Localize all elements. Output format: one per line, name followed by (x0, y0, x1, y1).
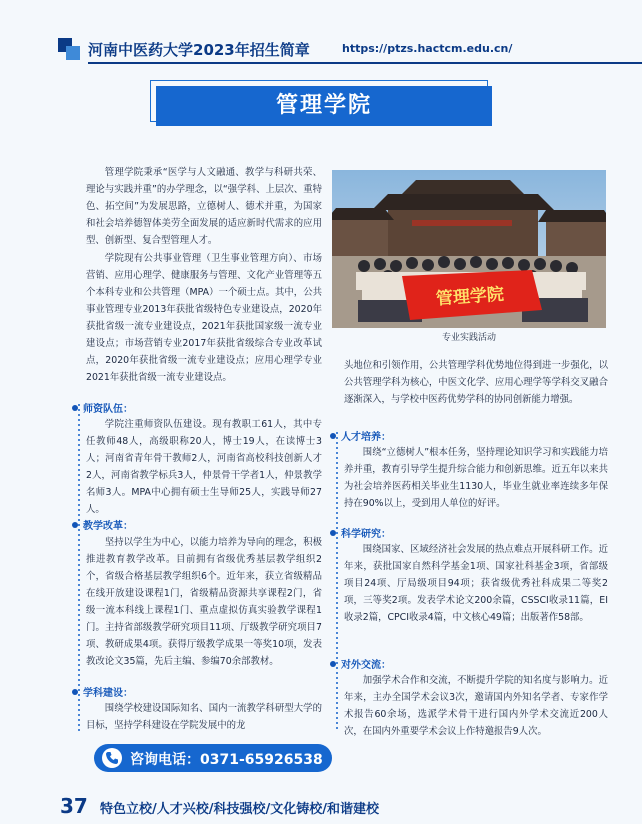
section-discipline-text-left: 围绕学校建设国际知名、国内一流教学科研型大学的目标，坚持学科建设在学院发展中的龙 (86, 703, 322, 731)
header-url[interactable]: https://ptzs.hactcm.edu.cn/ (342, 42, 513, 55)
intro-paragraph-1: 管理学院秉承“医学与人文融通、教学与科研共荣、理论与实践并重”的办学理念，以“强学科、上层次、重特色、拓空间”为发展思路，立德树人、德术并重，为国家和社会培养德智体美劳全面发展的适应新时代需求的应用型、创新型、复合型管理人才。 (86, 167, 322, 246)
section-bullet-icon (72, 689, 78, 695)
section-research-title: 科学研究： (341, 529, 391, 540)
section-faculty-text: 学院注重师资队伍建设。现有教职工61人，其中专任教师48人，高级职称20人，博士19人，在读博士3人；河南省青年骨干教师2人，河南省高校科技创新人才2人，河南省教学标兵3人，仲景骨干学者1人，仲景教学名师3人。MPA中心拥有硕士生导师25人，实践导师27人。 (86, 419, 322, 515)
header-title: 河南中医药大学2023年招生简章 (88, 41, 310, 59)
consult-phone-label: 咨询电话：0371-65926538 (130, 752, 323, 768)
section-bullet-icon (330, 530, 336, 536)
section-bullet-icon (330, 661, 336, 667)
header-logo-icon (58, 38, 80, 60)
section-research-heading (330, 525, 391, 540)
right-column-dots (336, 432, 338, 732)
section-exchange-heading (330, 656, 391, 671)
section-bullet-icon (72, 522, 78, 528)
section-discipline-heading (72, 684, 133, 699)
photo-banner-text: 管理学院 (435, 284, 505, 310)
college-banner (150, 80, 494, 128)
page-header (0, 34, 642, 68)
section-faculty-title: 师资队伍： (83, 404, 133, 415)
intro-paragraph-2: 学院现有公共事业管理（卫生事业管理方向）、市场营销、应用心理学、健康服务与管理、文化产业管理等五个本科专业和公共管理（MPA）一个硕士点。其中，公共事业管理专业2013年获批省级特色专业建设点，2020年获批省级一流专业建设点，2021年获批国家级一流专业建设点；市场营销专业2017年获批省级综合专业改革试点，2020年获批省级一流专业建设点；应用心理学专业2021年获批省级一流专业建设点。 (86, 253, 322, 383)
section-faculty-heading (72, 400, 133, 415)
section-exchange-text: 加强学术合作和交流，不断提升学院的知名度与影响力。近年来，主办全国学术会议3次，邀请国内外知名学者、专家作学术报告60余场，选派学术骨干进行国内外学术交流近200人次，在国内外重要学术会议上作特邀报告9人次。 (344, 675, 608, 737)
section-talent-text: 围绕“立德树人”根本任务，坚持理论知识学习和实践能力培养并重，教育引导学生提升综合能力和创新思维。近五年以来共为社会培养医药相关毕业生1130人，毕业生就业率连续多年保持在90%以上，受到用人单位的好评。 (344, 447, 608, 509)
section-exchange-title: 对外交流： (341, 660, 391, 671)
college-title: 管理学院 (275, 93, 372, 118)
section-talent-heading (330, 428, 391, 443)
consult-phone-bar[interactable] (94, 744, 332, 772)
phone-icon (102, 748, 122, 768)
footer-motto: 特色立校/人才兴校/科技强校/文化铸校/和谐建校 (100, 802, 379, 817)
practice-activity-photo (332, 170, 606, 328)
section-bullet-icon (72, 405, 78, 411)
section-discipline-title: 学科建设： (83, 688, 133, 699)
section-teaching-heading (72, 517, 133, 532)
section-discipline-text-right: 头地位和引领作用，公共管理学科优势地位得到进一步强化，以公共管理学科为核心，中医文化学、应用心理学等学科交叉融合逐渐深入，与学校中医药优势学科的协同创新能力增强。 (344, 360, 608, 405)
section-teaching-text: 坚持以学生为中心，以能力培养为导向的理念，积极推进教育教学改革。目前拥有省级优秀基层教学组织2个，省级合格基层教学组织6个。近年来，获立省级精品在线开放建设课程1门，省级精品资源共享课程2门，省级一流本科线上课程1门、重点虚拟仿真实验教学课程1门。主持省部级教学研究项目11项、厅级教学研究项目7项、教研成果4项。获得厅级教学成果一等奖10项，发表教改论文35篇，先后主编、参编70余部教材。 (86, 537, 322, 667)
section-bullet-icon (330, 433, 336, 439)
header-divider (88, 62, 642, 64)
page-number: 37 (60, 794, 88, 818)
section-teaching-title: 教学改革： (83, 521, 133, 532)
section-research-text: 围绕国家、区域经济社会发展的热点难点开展科研工作。近年来，获批国家自然科学基金1项、国家社科基金3项，省部级项目24项、厅局级项目94项；获省级优秀社科成果二等奖2项，三等奖2项。发表学术论文200余篇，CSSCI收录11篇，EI收录2篇，CPCI收录4篇，中文核心49篇；出版著作58部。 (344, 544, 608, 623)
photo-caption: 专业实践活动 (441, 333, 496, 343)
section-talent-title: 人才培养： (341, 432, 391, 443)
